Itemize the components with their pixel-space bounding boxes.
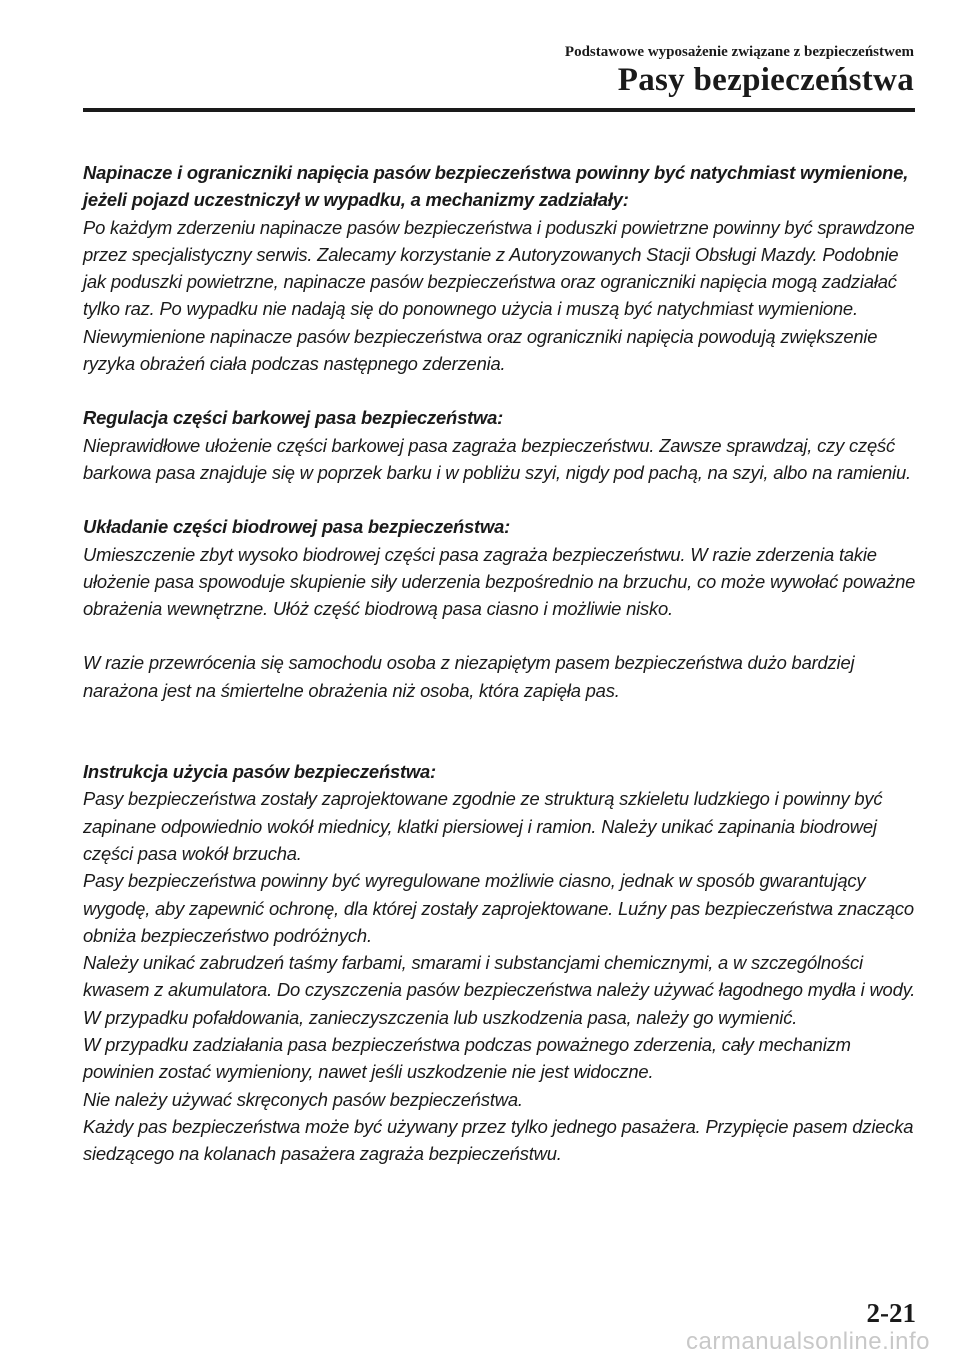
warning-content: [83, 159, 923, 1195]
watermark: carmanualsonline.info: [686, 1328, 930, 1355]
block-paragraph: Należy unikać zabrudzeń taśmy farbami, smarami i substancjami chemicznymi, a w szczególności kwasem z akumulatora. Do czyszczenia pasów bezpieczeństwa należy używać łagodnego mydła i wody. W przypadku pofałdowania, zanieczyszczenia lub uszkodzenia pasa, należy go wymienić.: [83, 952, 916, 1028]
block-paragraph: Po każdym zderzeniu napinacze pasów bezpieczeństwa i poduszki powietrzne powinny być sprawdzone przez specjalistyczny serwis. Zalecamy korzystanie z Autoryzowanych Stacji Obsługi Mazdy. Podobnie jak poduszki powietrzne, napinacze pasów bezpieczeństwa oraz ograniczniki napięcia mogą zadziałać tylko raz. Po wypadku nie nadają się do ponownego użycia i muszą być natychmiast wymienione. Niewymienione napinacze pasów bezpieczeństwa oraz ograniczniki napięcia powodują zwiększenie ryzyka obrażeń ciała podczas następnego zderzenia.: [83, 216, 915, 375]
block-heading: Układanie części biodrowej pasa bezpieczeństwa:: [83, 516, 511, 538]
block-paragraph: Umieszczenie zbyt wysoko biodrowej części pasa zagraża bezpieczeństwu. W razie zderzenia takie ułożenie pasa spowoduje skupienie siły uderzenia bezpośrednio na brzuchu, co może wywołać poważne obrażenia wewnętrzne. Ułóż część biodrową pasa ciasno i możliwie nisko.: [83, 543, 916, 620]
block-paragraph: Każdy pas bezpieczeństwa może być używany przez tylko jednego pasażera. Przypięcie pasem dziecka siedzącego na kolanach pasażera zagraża bezpieczeństwu.: [83, 1115, 914, 1165]
block-paragraph: W razie przewrócenia się samochodu osoba z niezapiętym pasem bezpieczeństwa dużo bardziej narażona jest na śmiertelne obrażenia niż osoba, która zapięła pas.: [83, 652, 855, 701]
block-paragraph: W przypadku zadziałania pasa bezpieczeństwa podczas poważnego zderzenia, cały mechanizm powinien zostać wymieniony, nawet jeśli uszkodzenie nie jest widoczne.: [83, 1034, 851, 1083]
chapter-title: Pasy bezpieczeństwa: [617, 62, 914, 98]
header-rule: [83, 108, 915, 112]
block-heading: Napinacze i ograniczniki napięcia pasów bezpieczeństwa powinny być natychmiast wymienione, jeżeli pojazd uczestniczył w wypadku, a mechanizmy zadziałały:: [83, 162, 909, 211]
block-lap-belt: [83, 513, 923, 622]
block-heading: Instrukcja użycia pasów bezpieczeństwa:: [83, 761, 436, 783]
block-paragraph: Pasy bezpieczeństwa zostały zaprojektowane zgodnie ze strukturą szkieletu ludzkiego i powinny być zapinane odpowiednio wokół miednicy, klatki piersiowej i ramion. Należy unikać zapinania biodrowej części pasa wokół brzucha.: [83, 788, 883, 864]
block-paragraph: Nie należy używać skręconych pasów bezpieczeństwa.: [83, 1088, 523, 1110]
block-pretensioners: [83, 159, 923, 377]
block-paragraph: Nieprawidłowe ułożenie części barkowej pasa zagraża bezpieczeństwu. Zawsze sprawdzaj, czy część barkowa pasa znajduje się w poprzek barku i w pobliżu szyi, nigdy pod pachą, na szyi, albo na ramieniu.: [83, 434, 911, 483]
block-heading: Regulacja części barkowej pasa bezpieczeństwa:: [83, 407, 504, 429]
block-rollover: [83, 649, 923, 704]
block-paragraph: Pasy bezpieczeństwa powinny być wyregulowane możliwie ciasno, jednak w sposób gwarantujący wygodę, aby zapewnić ochronę, dla której zostały zaprojektowane. Luźny pas bezpieczeństwa znacząco obniża bezpieczeństwo podróżnych.: [83, 870, 914, 946]
section-label: Podstawowe wyposażenie związane z bezpieczeństwem: [564, 44, 914, 60]
page-number: 2-21: [866, 1298, 916, 1328]
block-shoulder-belt: [83, 404, 923, 486]
block-usage-instructions: [83, 758, 923, 1167]
